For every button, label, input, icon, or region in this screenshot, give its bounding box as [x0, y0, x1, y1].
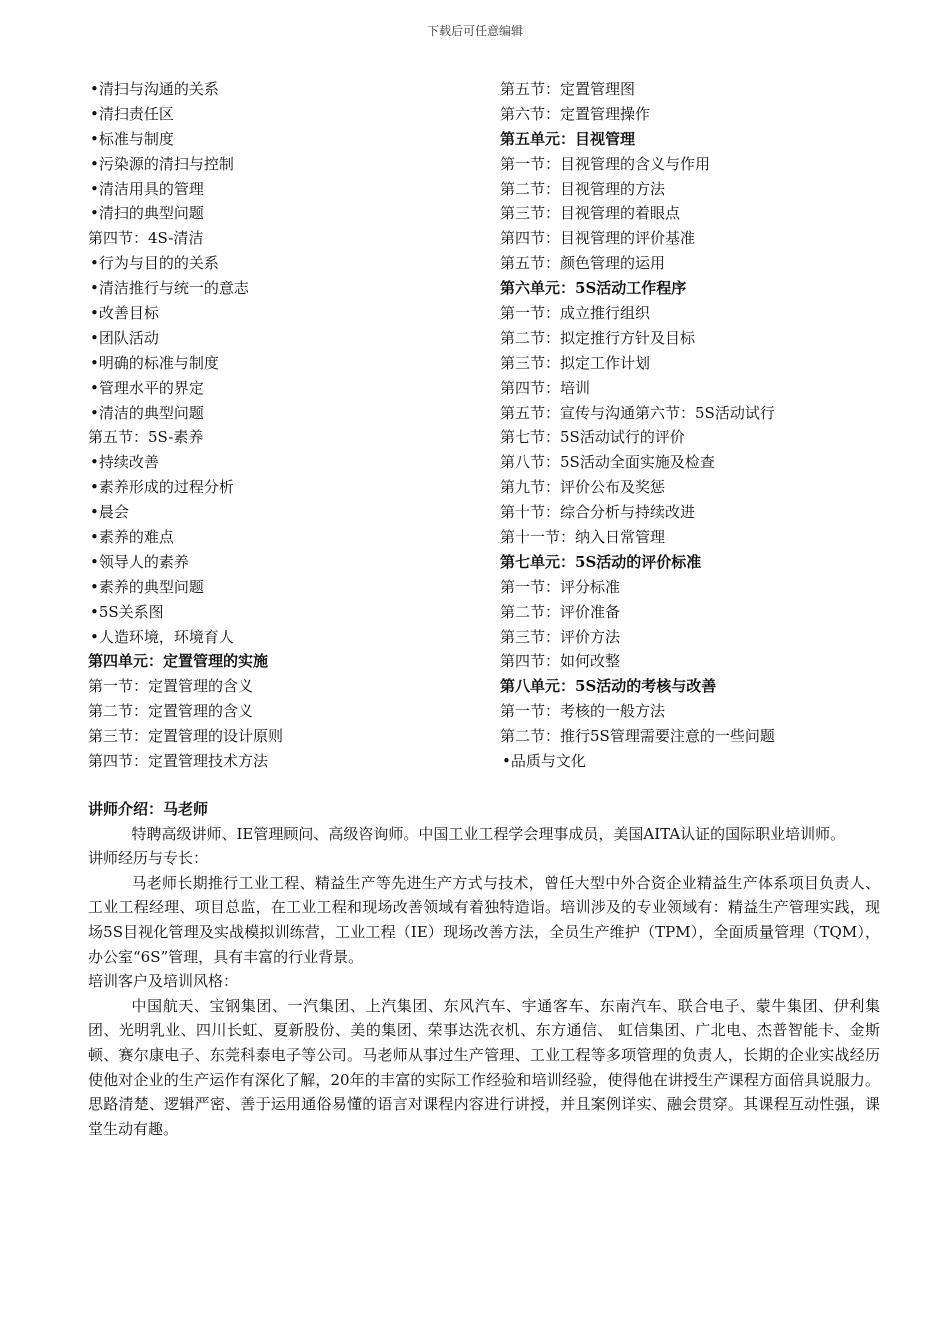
outline-section-line: 第一节：成立推行组织: [500, 304, 651, 323]
outline-section-line: 第三节：目视管理的着眼点: [500, 204, 681, 223]
lecturer-bio: [88, 797, 880, 1141]
outline-section-line: 第三节：评价方法: [500, 627, 621, 646]
outline-section-line: 第二节：拟定推行方针及目标: [500, 328, 696, 347]
outline-bullet-line: •素养的难点: [90, 528, 174, 547]
outline-section-line: 第三节：定置管理的设计原则: [88, 727, 284, 746]
outline-bullet-line: •素养形成的过程分析: [90, 478, 234, 497]
bio-clients-heading: 培训客户及培训风格：: [88, 972, 239, 991]
outline-bullet-line: •清扫的典型问题: [90, 204, 204, 223]
outline-section-line: 第七节：5S活动试行的评价: [500, 428, 685, 447]
outline-unit-line: 第七单元：5S活动的评价标准: [500, 552, 702, 571]
outline-bullet-line: •标准与制度: [90, 129, 174, 148]
outline-bullet-line: •5S关系图: [90, 602, 164, 621]
outline-bullet-line: •管理水平的界定: [90, 378, 204, 397]
outline-section-line: 第四节：定置管理技术方法: [88, 752, 269, 771]
outline-bullet-line: •晨会: [90, 503, 129, 522]
outline-section-line: 第一节：目视管理的含义与作用: [500, 154, 711, 173]
outline-section-line: 第四节：如何改整: [500, 652, 621, 671]
outline-bullet-line: •清洁的典型问题: [90, 403, 204, 422]
outline-section-line: 第四节：培训: [500, 378, 591, 397]
outline-section-line: 第九节：评价公布及奖惩: [500, 478, 666, 497]
outline-section-line: 第二节：目视管理的方法: [500, 179, 666, 198]
outline-section-line: 第四节：目视管理的评价基准: [500, 229, 696, 248]
outline-bullet-line: •团队活动: [90, 328, 159, 347]
outline-section-line: 第五节：5S-素养: [88, 428, 204, 447]
outline-section-line: 第三节：拟定工作计划: [500, 353, 651, 372]
outline-section-line: 第二节：评价准备: [500, 602, 621, 621]
outline-section-line: 第二节：推行5S管理需要注意的一些问题: [500, 727, 775, 746]
outline-bullet-line: •持续改善: [90, 453, 159, 472]
bio-title: 讲师介绍：马老师: [88, 800, 209, 818]
outline-bullet-line: •清扫与沟通的关系: [90, 80, 219, 98]
outline-unit-line: 第八单元：5S活动的考核与改善: [500, 677, 717, 696]
bio-experience-heading: 讲师经历与专长：: [88, 849, 209, 868]
outline-section-line: 第一节：评分标准: [500, 577, 621, 596]
outline-section-line: 第十一节：纳入日常管理: [500, 528, 666, 547]
outline-bullet-line: •行为与目的的关系: [90, 254, 219, 273]
outline-section-line: 第四节：4S-清洁: [88, 229, 204, 248]
outline-section-line: 第一节：定置管理的含义: [88, 677, 254, 696]
outline-unit-line: 第六单元：5S活动工作程序: [500, 279, 687, 298]
header-note: 下载后可任意编辑: [426, 24, 523, 38]
outline-bullet-line: •清洁用具的管理: [90, 179, 204, 198]
bio-clients-text: 中国航天、宝钢集团、一汽集团、上汽集团、东风汽车、宇通客车、东南汽车、联合电子、蒙牛集团、伊利集团、光明乳业、四川长虹、夏新股份、美的集团、荣事达洗衣机、东方通信、 虹信集团、广北电、杰普智能卡、金斯顿、赛尔康电子、东莞科泰电子等公司。马老师从事过生产管理、工业工程等多项管理的负责人，长期的企业实战经历使他对企业的生产运作有深化了解，20年的丰富的实际工作经验和培训经验，使得他在讲授生产课程方面倍具说服力。思路清楚、逻辑严密、善于运用通俗易懂的语言对课程内容进行讲授，并且案例详实、融会贯穿。其课程互动性强，课堂生动有趣。: [88, 996, 880, 1138]
outline-section-line: 第五节：颜色管理的运用: [500, 254, 666, 273]
outline-left-column: [88, 77, 488, 774]
bio-experience-text: 马老师长期推行工业工程、精益生产等先进生产方式与技术，曾任大型中外合资企业精益生产体系项目负责人、工业工程经理、项目总监，在工业工程和现场改善领域有着独特造诣。培训涉及的专业领域有：精益生产管理实践，现场5S目视化管理及实战模拟训练营，工业工程（IE）现场改善方法，全员生产维护（TPM），全面质量管理（TQM），办公室“6S”管理，具有丰富的行业背景。: [88, 873, 880, 966]
outline-bullet-line: •明确的标准与制度: [90, 353, 219, 372]
outline-section-line: 第二节：定置管理的含义: [88, 702, 254, 721]
outline-bullet-line: •素养的典型问题: [90, 577, 204, 596]
outline-section-line: 第五节：宣传与沟通第六节：5S活动试行: [500, 403, 775, 422]
outline-bullet-line: •人造环境，环境育人: [90, 627, 234, 646]
outline-section-line: 第十节：综合分析与持续改进: [500, 503, 696, 522]
outline-section-line: 第五节：定置管理图: [500, 80, 636, 98]
outline-unit-line: 第五单元：目视管理: [500, 129, 636, 148]
outline-unit-line: 第四单元：定置管理的实施: [88, 652, 269, 671]
outline-section-line: 第八节：5S活动全面实施及检查: [500, 453, 715, 472]
bio-intro: 特聘高级讲师、IE管理顾问、高级咨询师。中国工业工程学会理事成员，美国AITA认证的国际职业培训师。: [131, 824, 846, 843]
outline-bullet-line: •领导人的素养: [90, 552, 189, 571]
outline-bullet-line: •清扫责任区: [90, 104, 174, 123]
outline-section-line: 第六节：定置管理操作: [500, 104, 651, 123]
outline-bullet-line: •品质与文化: [502, 752, 586, 771]
outline-right-column: [500, 77, 900, 774]
outline-bullet-line: •改善目标: [90, 304, 159, 323]
outline-section-line: 第一节：考核的一般方法: [500, 702, 666, 721]
outline-bullet-line: •污染源的清扫与控制: [90, 154, 234, 173]
outline-bullet-line: •清洁推行与统一的意志: [90, 279, 249, 298]
